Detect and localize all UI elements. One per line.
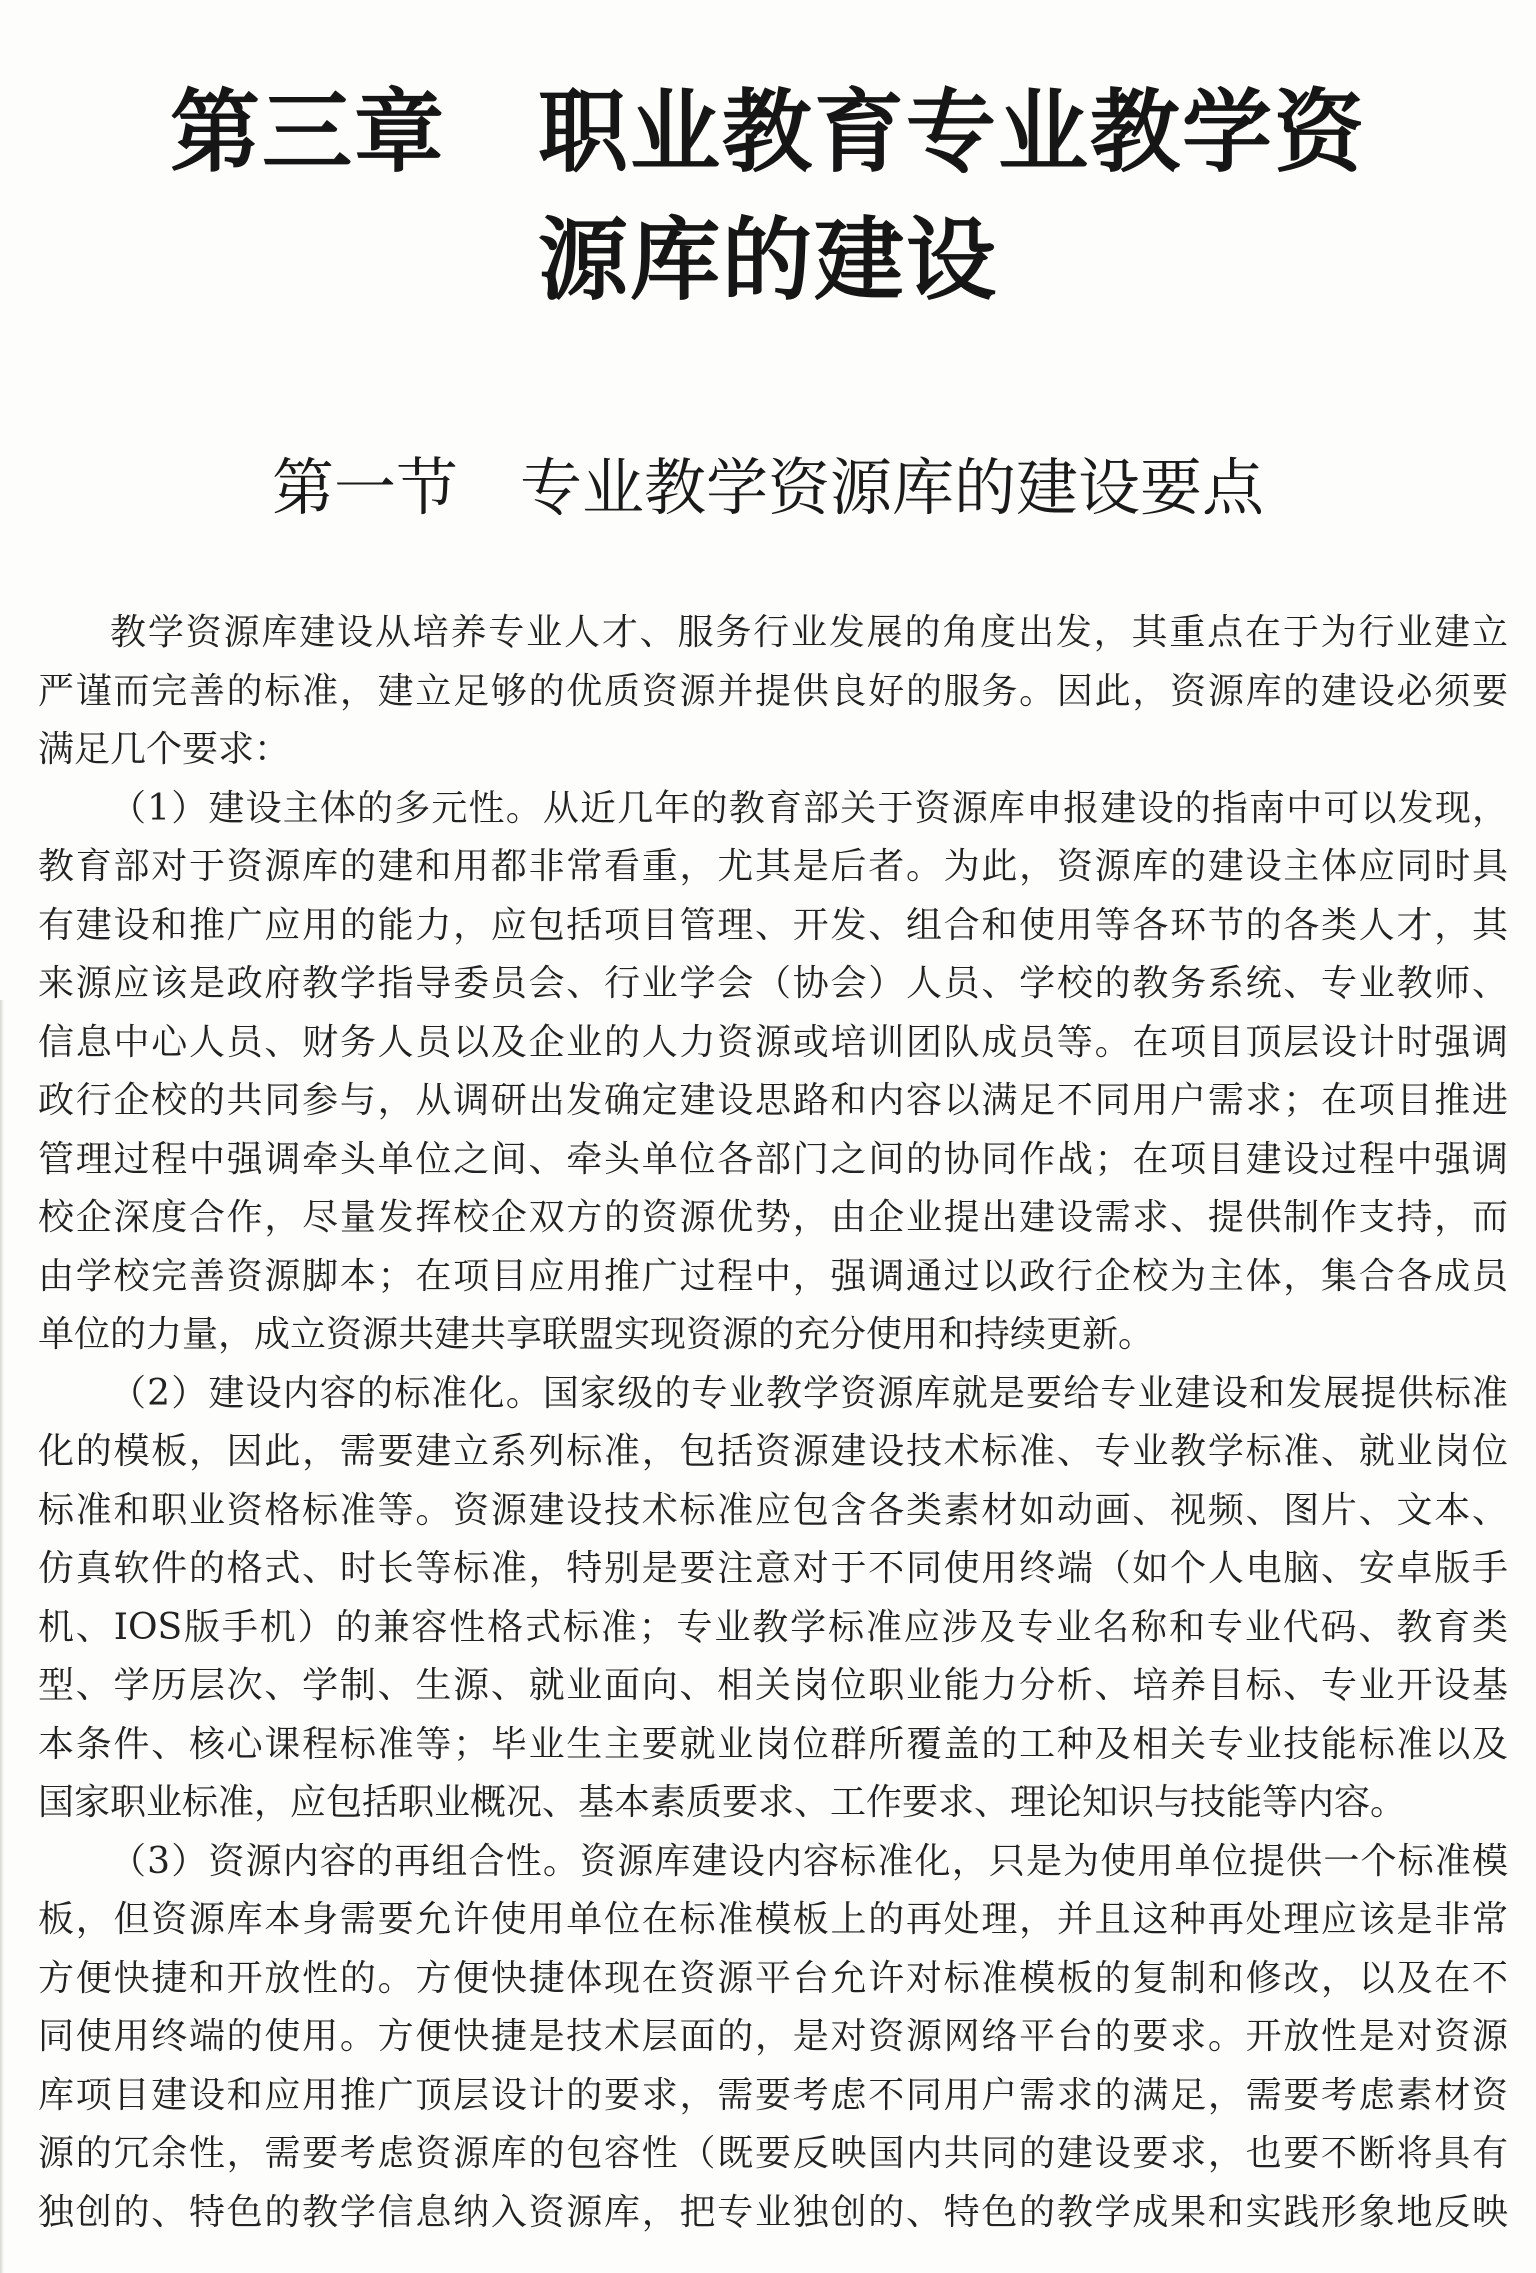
text-line: 本条件、核心课程标准等；毕业生主要就业岗位群所覆盖的工种及相关专业技能标准以及 (38, 1723, 1508, 1765)
text-line: 板，但资源库本身需要允许使用单位在标准模板上的再处理，并且这种再处理应该是非常 (38, 1899, 1508, 1940)
text-line: 来源应该是政府教学指导委员会、行业学会（协会）人员、学校的教务系统、专业教师、 (38, 963, 1508, 1004)
text-line: 源的冗余性，需要考虑资源库的包容性（既要反映国内共同的建设要求，也要不断将具有 (38, 2133, 1508, 2174)
text-line: 机、IOS版手机）的兼容性格式标准；专业教学标准应涉及专业名称和专业代码、教育类 (38, 1606, 1508, 1648)
text-line: 严谨而完善的标准，建立足够的优质资源并提供良好的服务。因此，资源库的建设必须要 (38, 670, 1508, 712)
text-line: 满足几个要求： (38, 729, 291, 770)
text-line: 同使用终端的使用。方便快捷是技术层面的，是对资源网络平台的要求。开放性是对资源 (38, 2016, 1508, 2057)
text-line: 政行企校的共同参与，从调研出发确定建设思路和内容以满足不同用户需求；在项目推进 (38, 1080, 1508, 1121)
chapter-title-line-1: 第三章 职业教育专业教学资 (170, 79, 1366, 185)
text-line: 单位的力量，成立资源共建共享联盟实现资源的充分使用和持续更新。 (38, 1314, 1155, 1355)
chapter-title-line-2: 源库的建设 (538, 207, 998, 313)
text-line: 管理过程中强调牵头单位之间、牵头单位各部门之间的协同作战；在项目建设过程中强调 (38, 1138, 1508, 1180)
page-edge-shadow (0, 1000, 4, 2273)
body-text (38, 604, 1508, 2242)
text-line: 库项目建设和应用推广顶层设计的要求，需要考虑不同用户需求的满足，需要考虑素材资 (38, 2074, 1508, 2116)
text-line: 型、学历层次、学制、生源、就业面向、相关岗位职业能力分析、培养目标、专业开设基 (38, 1665, 1508, 1706)
text-line: （3）资源内容的再组合性。资源库建设内容标准化，只是为使用单位提供一个标准模 (110, 1840, 1508, 1882)
text-line: 教学资源库建设从培养专业人才、服务行业发展的角度出发，其重点在于为行业建立 (110, 612, 1508, 653)
text-line: 由学校完善资源脚本；在项目应用推广过程中，强调通过以政行企校为主体，集合各成员 (38, 1255, 1508, 1297)
text-line: 仿真软件的格式、时长等标准，特别是要注意对于不同使用终端（如个人电脑、安卓版手 (38, 1548, 1508, 1589)
text-line: 教育部对于资源库的建和用都非常看重，尤其是后者。为此，资源库的建设主体应同时具 (38, 846, 1508, 887)
text-line: 方便快捷和开放性的。方便快捷体现在资源平台允许对标准模板的复制和修改，以及在不 (38, 1957, 1508, 1999)
text-line: 有建设和推广应用的能力，应包括项目管理、开发、组合和使用等各环节的各类人才，其 (38, 904, 1508, 946)
text-line: （2）建设内容的标准化。国家级的专业教学资源库就是要给专业建设和发展提供标准 (110, 1372, 1508, 1414)
text-line: 校企深度合作，尽量发挥校企双方的资源优势，由企业提出建设需求、提供制作支持，而 (38, 1197, 1508, 1238)
text-line: 独创的、特色的教学信息纳入资源库，把专业独创的、特色的教学成果和实践形象地反映 (38, 2191, 1508, 2233)
text-line: 信息中心人员、财务人员以及企业的人力资源或培训团队成员等。在项目顶层设计时强调 (38, 1021, 1508, 1063)
section-title: 第一节 专业教学资源库的建设要点 (271, 451, 1264, 524)
text-line: （1）建设主体的多元性。从近几年的教育部关于资源库申报建设的指南中可以发现， (110, 787, 1508, 829)
text-line: 化的模板，因此，需要建立系列标准，包括资源建设技术标准、专业教学标准、就业岗位 (38, 1431, 1508, 1472)
text-line: 国家职业标准，应包括职业概况、基本素质要求、工作要求、理论知识与技能等内容。 (38, 1782, 1407, 1823)
text-line: 标准和职业资格标准等。资源建设技术标准应包含各类素材如动画、视频、图片、文本、 (38, 1489, 1508, 1531)
